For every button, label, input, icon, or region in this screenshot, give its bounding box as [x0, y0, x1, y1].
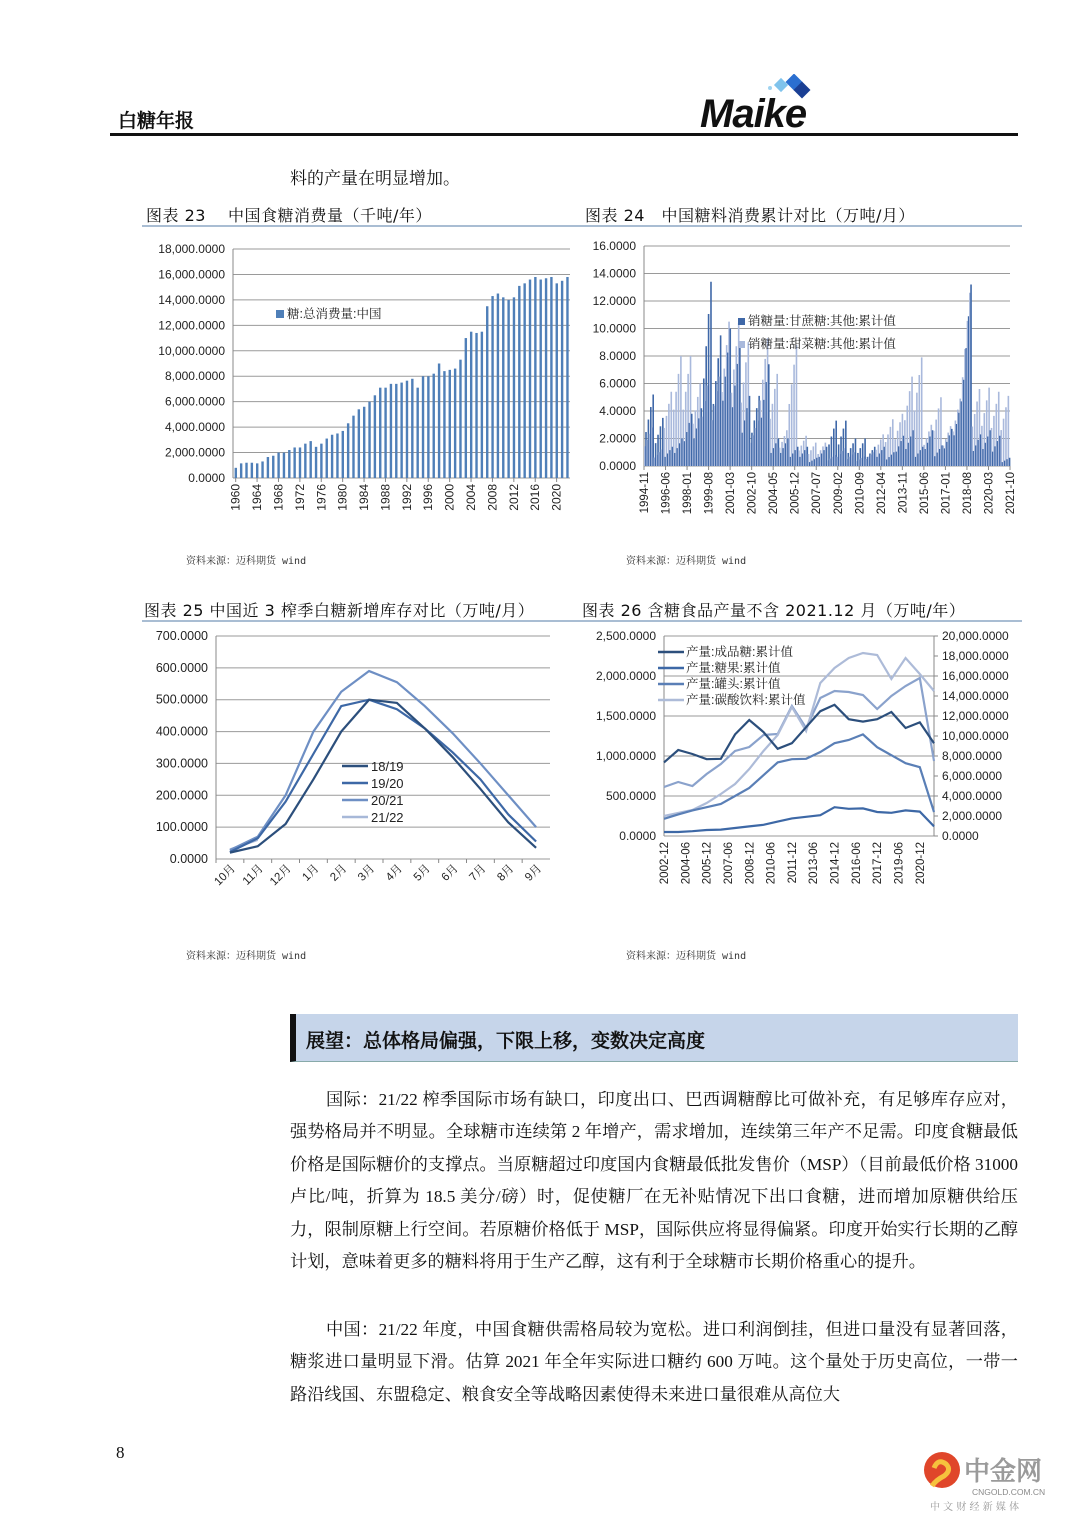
x-tick-label: 2013-06: [808, 842, 821, 885]
y-left-tick-label: 2,500.0000: [595, 629, 656, 643]
caption-rule: [142, 620, 1022, 622]
bar: [545, 278, 547, 478]
bar-beet: [1003, 419, 1005, 466]
x-tick-label: 2013-11: [897, 472, 910, 514]
x-tick-label: 2012: [506, 484, 521, 511]
fig23-chart: [140, 232, 580, 532]
x-tick-label: 2008: [485, 484, 500, 511]
legend-label: 18/19: [371, 759, 404, 774]
logo-diamond: [774, 78, 788, 92]
x-tick-label: 1984: [357, 484, 372, 511]
bar: [235, 468, 237, 478]
bar: [540, 280, 542, 478]
y-right-tick-label: 14,000.0000: [942, 689, 1009, 703]
x-tick-label: 2004: [464, 484, 479, 511]
y-tick-label: 2.0000: [599, 431, 636, 446]
x-tick-label: 2017-12: [872, 842, 885, 885]
x-tick-label: 2018-08: [961, 472, 974, 515]
cngold-logo-circle: [924, 1452, 960, 1488]
cngold-domain: CNGOLD.COM.CN: [972, 1487, 1046, 1497]
bar: [304, 444, 306, 478]
fig25-source: 资料来源：迈科期货 wind: [186, 951, 307, 962]
x-tick-label: 2007-07: [811, 472, 824, 515]
x-tick-label: 2004-06: [680, 842, 693, 885]
paragraph-international: 国际：21/22 榨季国际市场有缺口，印度出口、巴西调糖醇比可做补充，有足够库存应对，强势格局并不明显。全球糖市连续第 2 年增产，需求增加，连续第三年产不足需。印度食糖最低价格是国际糖价的支撑点。当原糖超过印度国内食糖最低批发售价（MSP）（目前最低价格 31000 卢比/吨，折算为 18.5 美分/磅）时，促使糖厂在无补贴情况下出口食糖，进而增加原糖供给压力，限制原糖上行空间。若原糖价格低于 MSP，国际供应将显得偏紧。印度开始实行长期的乙醇计划，意味着更多的糖料将用于生产乙醇，这有利于全球糖市长期价格重心的提升。: [290, 1090, 1018, 1272]
bar: [288, 450, 290, 478]
bar: [390, 384, 392, 478]
x-tick-label: 1996-06: [660, 472, 673, 515]
y-right-tick-label: 8,000.0000: [942, 749, 1003, 763]
x-tick-label: 2019-06: [893, 842, 906, 885]
bar: [331, 435, 333, 478]
bar-beet: [1008, 396, 1010, 466]
y-left-tick-label: 500.0000: [605, 789, 656, 803]
bar: [400, 383, 402, 478]
y-tick-label: 600.0000: [155, 660, 208, 675]
paragraph-china: 中国：21/22 年度，中国食糖供需格局较为宽松。进口利润倒挂，但进口量没有显著回落，糖浆进口量明显下滑。估算 2021 年全年实际进口糖约 600 万吨。这个量处于历史高位，一带一路沿线国、东盟稳定、粮食安全等战略因素使得未来进口量很难从高位大: [290, 1320, 1018, 1404]
legend-label: 产量:罐头:累计值: [686, 677, 781, 691]
x-tick-label: 2020-03: [983, 472, 996, 515]
fig24-chart: [580, 232, 1020, 532]
y-right-tick-label: 4,000.0000: [942, 789, 1003, 803]
bar: [347, 423, 349, 478]
bar-beet: [788, 404, 790, 466]
bar: [534, 277, 536, 478]
x-tick-label: 9月: [523, 862, 545, 884]
bar: [283, 453, 285, 478]
bar: [342, 431, 344, 478]
series-line: [664, 705, 934, 763]
legend-label: 19/20: [371, 776, 404, 791]
y-left-tick-label: 2,000.0000: [595, 669, 656, 683]
x-tick-label: 1996: [421, 484, 436, 511]
x-tick-label: 12月: [268, 862, 294, 889]
x-tick-label: 2015-06: [918, 472, 931, 515]
bar: [336, 433, 338, 478]
bar: [358, 409, 360, 478]
bar: [256, 463, 258, 478]
bar: [299, 447, 301, 478]
y-left-tick-label: 1,500.0000: [595, 709, 656, 723]
y-tick-label: 14,000.0000: [158, 292, 225, 307]
x-tick-label: 6月: [439, 862, 461, 884]
bar: [352, 416, 354, 478]
y-tick-label: 400.0000: [155, 724, 208, 739]
x-tick-label: 8月: [495, 862, 517, 884]
cngold-watermark: [920, 1440, 1070, 1520]
bar: [449, 370, 451, 478]
logo-text: Maike: [700, 92, 807, 132]
bar-cane: [1009, 458, 1011, 466]
y-tick-label: 12,000.0000: [158, 318, 225, 333]
fig25-chart: [140, 626, 580, 916]
bar: [427, 376, 429, 478]
x-tick-label: 2004-05: [768, 472, 781, 515]
x-tick-label: 2021-10: [1005, 472, 1017, 515]
x-tick-label: 1972: [292, 484, 307, 511]
x-tick-label: 2010-06: [765, 842, 778, 885]
bar-beet: [1005, 407, 1007, 466]
legend-label: 20/21: [371, 793, 404, 808]
y-tick-label: 0.0000: [599, 459, 636, 473]
y-right-tick-label: 0.0000: [942, 829, 979, 843]
bar: [293, 447, 295, 478]
bar: [416, 388, 418, 478]
y-left-tick-label: 0.0000: [619, 829, 656, 843]
fig23-source: 资料来源：迈科期货 wind: [186, 556, 307, 567]
y-right-tick-label: 12,000.0000: [942, 709, 1009, 723]
bar: [240, 463, 242, 478]
x-tick-label: 3月: [356, 862, 378, 884]
bar: [491, 296, 493, 478]
fig26-caption: 图表 26 含糖食品产量不含 2021.12 月（万吨/年）: [582, 601, 966, 620]
y-tick-label: 10,000.0000: [158, 343, 225, 358]
bar: [261, 461, 263, 478]
y-tick-label: 12.0000: [592, 294, 636, 308]
x-tick-label: 4月: [383, 862, 406, 884]
bar: [486, 306, 488, 478]
bar: [272, 456, 274, 478]
x-tick-label: 1964: [250, 484, 265, 511]
x-tick-label: 2016-06: [850, 842, 863, 885]
x-tick-label: 2009-02: [832, 472, 845, 515]
legend-swatch: [276, 310, 284, 318]
y-right-tick-label: 2,000.0000: [942, 809, 1003, 823]
bar: [309, 441, 311, 478]
y-right-tick-label: 6,000.0000: [942, 769, 1003, 783]
header-rule: [110, 133, 1018, 136]
bar-beet: [1000, 430, 1002, 466]
y-tick-label: 6,000.0000: [164, 394, 225, 409]
report-title: 白糖年报: [118, 110, 195, 132]
y-tick-label: 16.0000: [592, 239, 636, 253]
x-tick-label: 11月: [240, 862, 266, 888]
x-tick-label: 2020-12: [914, 842, 927, 885]
y-tick-label: 4.0000: [599, 404, 636, 418]
legend-swatch: [738, 341, 745, 348]
bar: [470, 332, 472, 478]
legend-label: 产量:碳酸饮料:累计值: [686, 693, 806, 707]
x-tick-label: 2005-12: [789, 472, 802, 515]
x-tick-label: 5月: [411, 862, 433, 884]
x-tick-label: 1月: [300, 862, 322, 884]
bar: [529, 280, 531, 478]
bar: [433, 374, 435, 478]
x-tick-label: 2月: [328, 862, 350, 884]
x-tick-label: 10月: [212, 862, 239, 889]
y-left-tick-label: 1,000.0000: [595, 749, 656, 763]
bar: [550, 277, 552, 478]
y-tick-label: 500.0000: [155, 692, 208, 707]
y-tick-label: 14.0000: [592, 266, 636, 281]
fig26-chart: [580, 626, 1020, 916]
cngold-tagline: 中 文 财 经 新 媒 体: [930, 1502, 1020, 1513]
x-tick-label: 1999-08: [703, 472, 716, 515]
x-tick-label: 2008-12: [744, 842, 757, 885]
x-tick-label: 1994-11: [639, 472, 651, 514]
bar: [245, 463, 247, 478]
y-tick-label: 0.0000: [169, 852, 208, 866]
bar: [523, 283, 525, 478]
legend-label: 21/22: [371, 810, 404, 825]
y-tick-label: 4,000.0000: [164, 420, 225, 435]
bar: [315, 447, 317, 478]
x-tick-label: 2011-12: [786, 842, 799, 884]
bar: [507, 300, 509, 478]
fig26-source: 资料来源：迈科期货 wind: [626, 951, 747, 962]
bar: [395, 384, 397, 478]
section-title: 展望：总体格局偏强，下限上移，变数决定高度: [306, 1030, 706, 1052]
x-tick-label: 7月: [467, 862, 489, 884]
bar: [320, 444, 322, 478]
bar: [556, 283, 558, 478]
legend-label: 产量:糖果:累计值: [686, 661, 781, 675]
bar: [326, 439, 328, 478]
y-tick-label: 100.0000: [155, 820, 208, 835]
y-tick-label: 16,000.0000: [158, 267, 225, 282]
bar: [438, 364, 440, 479]
bar: [363, 407, 365, 478]
legend-label: 产量:成品糖:累计值: [686, 645, 793, 659]
bar: [518, 286, 520, 478]
y-tick-label: 700.0000: [155, 629, 208, 643]
bar-cane: [652, 395, 654, 467]
legend-label: 糖:总消费量:中国: [287, 307, 382, 321]
legend-label: 销糖量:甘蔗糖:其他:累计值: [748, 314, 896, 328]
page-number: 8: [116, 1443, 125, 1462]
y-tick-label: 0.0000: [188, 471, 225, 485]
y-right-tick-label: 20,000.0000: [942, 629, 1009, 643]
fig24-caption: 图表 24 中国糖料消费累计对比（万吨/月）: [585, 206, 915, 225]
legend-label: 销糖量:甜菜糖:其他:累计值: [748, 337, 896, 351]
y-right-tick-label: 16,000.0000: [942, 669, 1009, 683]
x-tick-label: 2001-03: [725, 472, 738, 515]
x-tick-label: 1960: [228, 484, 243, 511]
bar: [459, 360, 461, 478]
bar: [481, 332, 483, 478]
bar: [422, 376, 424, 478]
legend-swatch: [738, 318, 745, 325]
maike-logo: [698, 74, 843, 132]
bar: [379, 388, 381, 478]
bar: [267, 457, 269, 478]
x-tick-label: 2010-09: [854, 472, 867, 515]
logo-dot: [768, 86, 772, 90]
y-tick-label: 2,000.0000: [164, 445, 225, 460]
y-tick-label: 200.0000: [155, 788, 208, 803]
x-tick-label: 2020: [549, 484, 564, 511]
bar: [497, 294, 499, 478]
bar: [368, 402, 370, 478]
bar: [454, 369, 456, 478]
x-tick-label: 2007-06: [722, 842, 735, 885]
x-tick-label: 2014-12: [829, 842, 842, 885]
y-tick-label: 18,000.0000: [158, 242, 225, 256]
y-right-tick-label: 10,000.0000: [942, 729, 1009, 743]
x-tick-label: 2000: [442, 484, 457, 511]
x-tick-label: 2017-01: [940, 472, 953, 515]
x-tick-label: 1980: [335, 484, 350, 511]
y-right-tick-label: 18,000.0000: [942, 649, 1009, 663]
y-tick-label: 10.0000: [592, 321, 636, 336]
fig25-caption: 图表 25 中国近 3 榨季白糖新增库存对比（万吨/月）: [144, 601, 535, 620]
bar: [406, 381, 408, 478]
x-tick-label: 2002-10: [746, 472, 759, 515]
x-tick-label: 1968: [271, 484, 286, 511]
bar: [443, 371, 445, 478]
bar: [374, 395, 376, 478]
y-tick-label: 300.0000: [155, 756, 208, 771]
bar: [384, 388, 386, 478]
fig23-caption: 图表 23 中国食糖消费量（千吨/年）: [146, 206, 432, 225]
bar: [561, 281, 563, 478]
y-tick-label: 8,000.0000: [164, 369, 225, 384]
x-tick-label: 1998-01: [682, 472, 695, 515]
bar: [475, 333, 477, 478]
x-tick-label: 1992: [399, 484, 414, 511]
x-tick-label: 1988: [378, 484, 393, 511]
bar: [411, 379, 413, 478]
bar: [251, 463, 253, 478]
x-tick-label: 2012-04: [875, 472, 888, 515]
fig24-source: 资料来源：迈科期货 wind: [626, 556, 747, 567]
bar: [513, 297, 515, 478]
x-tick-label: 2016: [528, 484, 543, 511]
x-tick-label: 2005-12: [701, 842, 714, 885]
x-tick-label: 1976: [314, 484, 329, 511]
bar: [566, 277, 568, 478]
cngold-brand: 中金网: [964, 1457, 1043, 1487]
y-tick-label: 6.0000: [599, 376, 636, 391]
bar: [502, 297, 504, 478]
bar: [277, 453, 279, 478]
x-tick-label: 2002-12: [659, 842, 671, 885]
series-line: [664, 807, 934, 832]
y-tick-label: 8.0000: [599, 349, 636, 363]
bar: [465, 338, 467, 478]
intro-text: 料的产量在明显增加。: [290, 169, 460, 189]
